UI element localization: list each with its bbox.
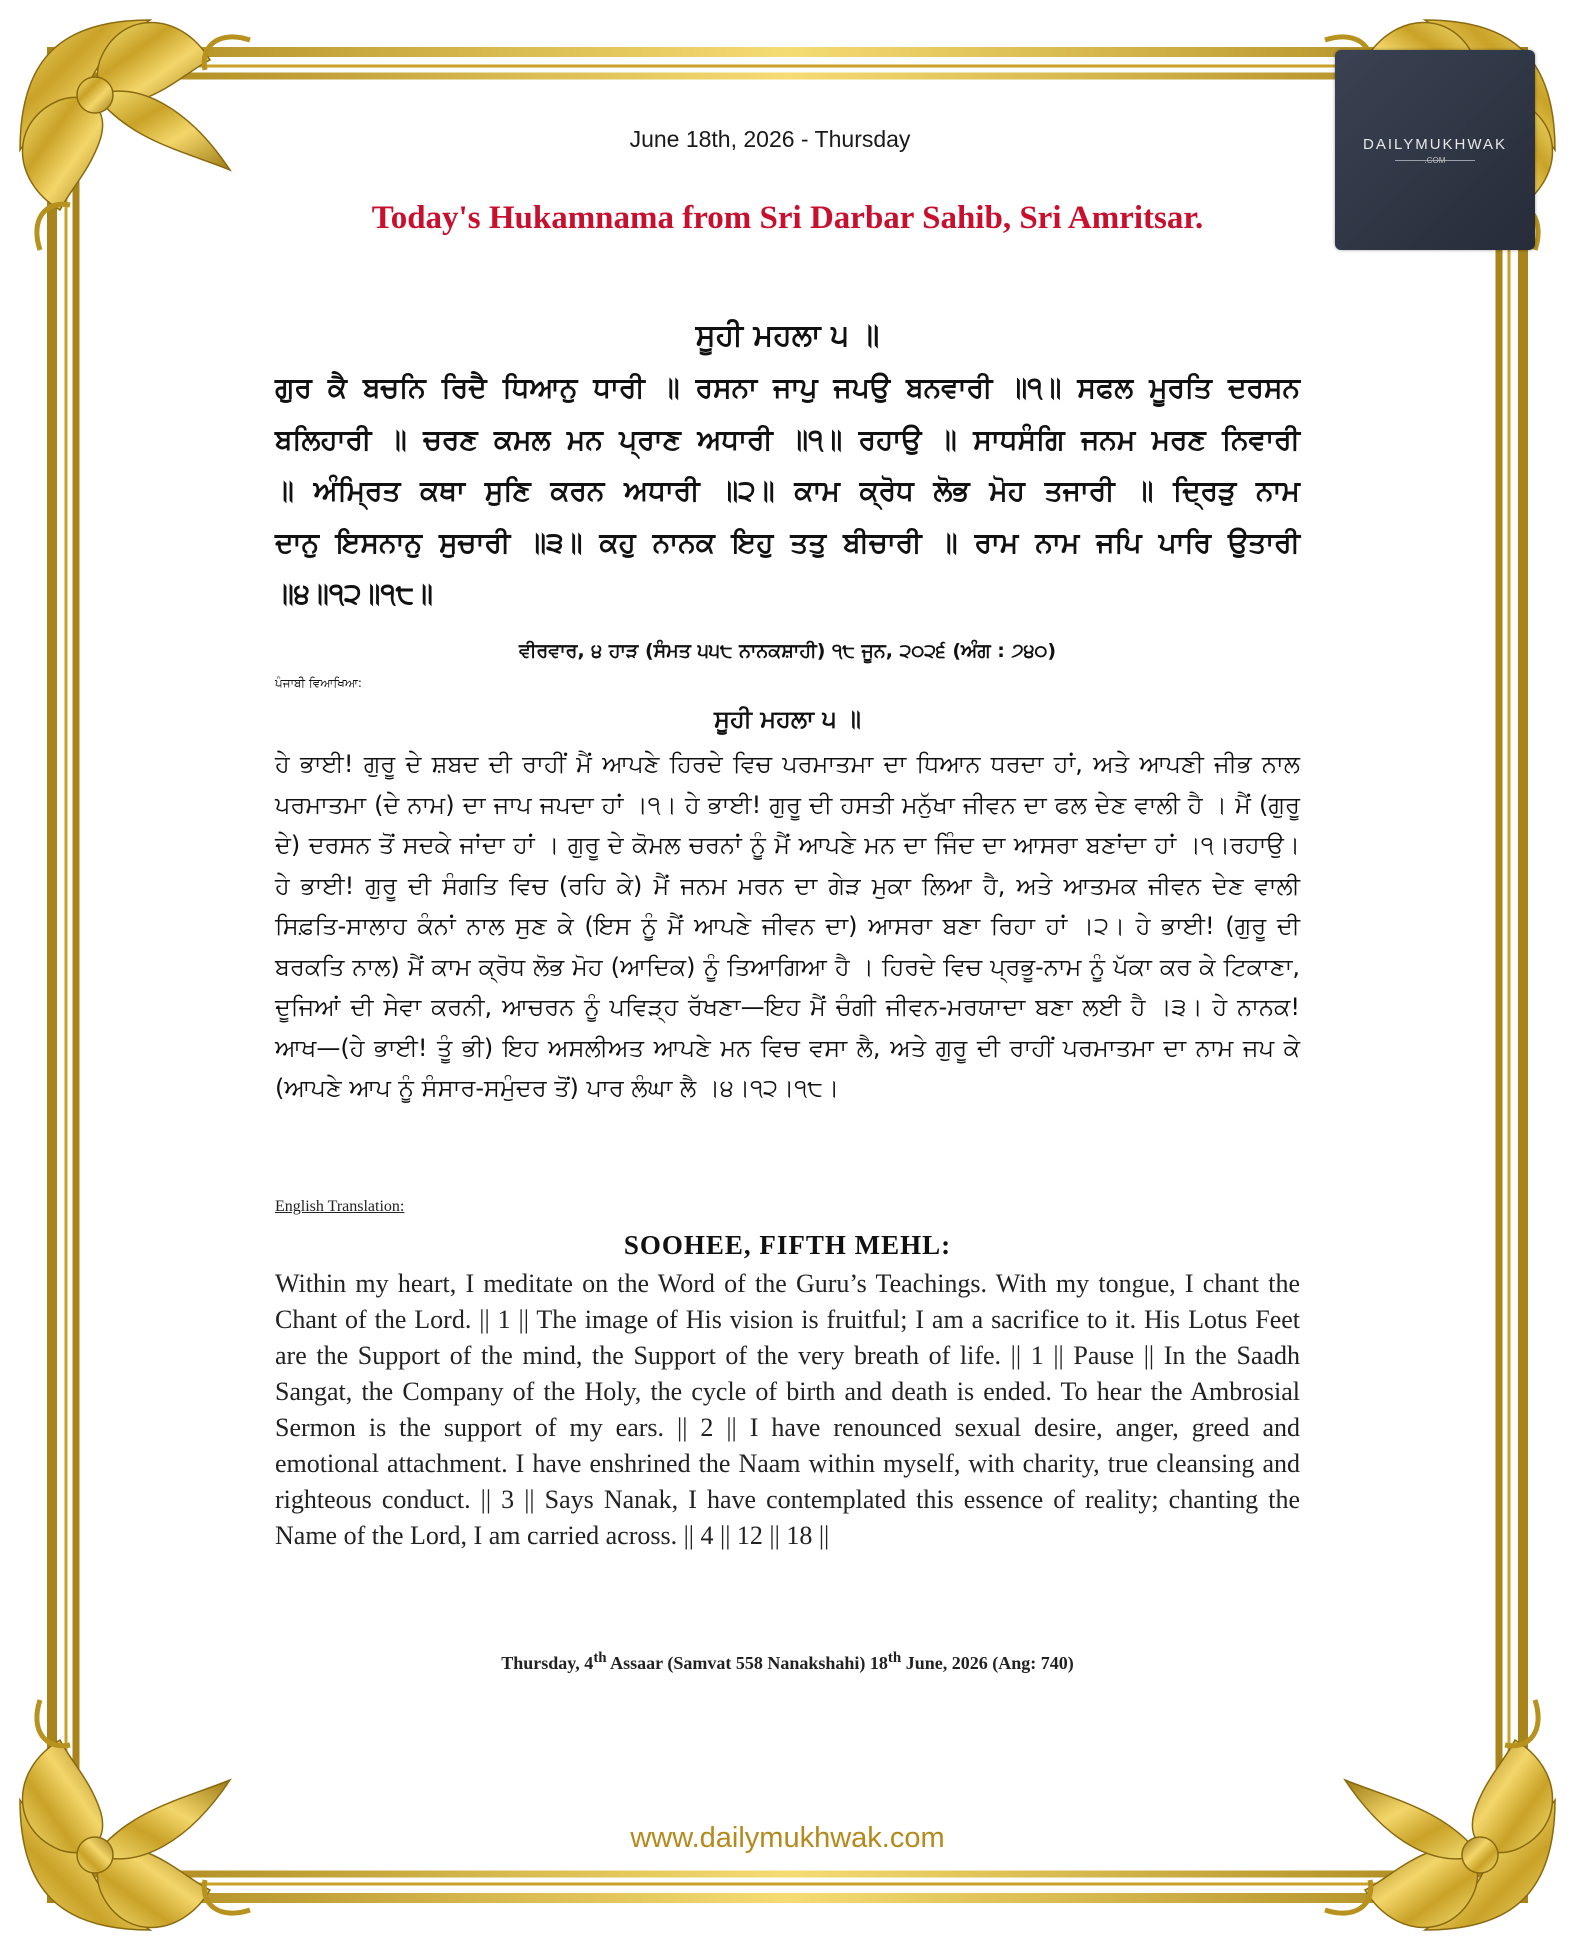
- dailymukhwak-logo: [1335, 50, 1535, 250]
- website-link[interactable]: www.dailymukhwak.com: [630, 1822, 945, 1854]
- gurbani-title: ਸੂਹੀ ਮਹਲਾ ੫ ॥: [695, 318, 880, 353]
- page-headline: Today's Hukamnama from Sri Darbar Sahib, Sri Amritsar.: [371, 200, 1204, 236]
- logo-text: DAILYMUKHWAK: [1362, 136, 1507, 153]
- punjabi-explanation: ਹੇ ਭਾਈ! ਗੁਰੂ ਦੇ ਸ਼ਬਦ ਦੀ ਰਾਹੀਂ ਮੈਂ ਆਪਣੇ ਹਿਰਦੇ ਵਿਚ ਪਰਮਾਤਮਾ ਦਾ ਧਿਆਨ ਧਰਦਾ ਹਾਂ, ਅਤੇ ਆਪਣੀ ਜੀਭ ਨਾਲ ਪਰਮਾਤਮਾ (ਦੇ ਨਾਮ) ਦਾ ਜਾਪ ਜਪਦਾ ਹਾਂ ।੧। ਹੇ ਭਾਈ! ਗੁਰੂ ਦੀ ਹਸਤੀ ਮਨੁੱਖਾ ਜੀਵਨ ਦਾ ਫਲ ਦੇਣ ਵਾਲੀ ਹੈ । ਮੈਂ (ਗੁਰੂ ਦੇ) ਦਰਸਨ ਤੋਂ ਸਦਕੇ ਜਾਂਦਾ ਹਾਂ । ਗੁਰੂ ਦੇ ਕੋਮਲ ਚਰਨਾਂ ਨੂੰ ਮੈਂ ਆਪਣੇ ਮਨ ਦਾ ਜਿੰਦ ਦਾ ਆਸਰਾ ਬਣਾਂਦਾ ਹਾਂ ।੧।ਰਹਾਉ। ਹੇ ਭਾਈ! ਗੁਰੂ ਦੀ ਸੰਗਤਿ ਵਿਚ (ਰਹਿ ਕੇ) ਮੈਂ ਜਨਮ ਮਰਨ ਦਾ ਗੇੜ ਮੁਕਾ ਲਿਆ ਹੈ, ਅਤੇ ਆਤਮਕ ਜੀਵਨ ਦੇਣ ਵਾਲੀ ਸਿਫ਼ਤਿ-ਸਾਲਾਹ ਕੰਨਾਂ ਨਾਲ ਸੁਣ ਕੇ (ਇਸ ਨੂੰ ਮੈਂ ਆਪਣੇ ਜੀਵਨ ਦਾ) ਆਸਰਾ ਬਣਾ ਰਿਹਾ ਹਾਂ ।੨। ਹੇ ਭਾਈ! (ਗੁਰੂ ਦੀ ਬਰਕਤਿ ਨਾਲ) ਮੈਂ ਕਾਮ ਕ੍ਰੋਧ ਲੋਭ ਮੋਹ (ਆਦਿਕ) ਨੂੰ ਤਿਆਗਿਆ ਹੈ । ਹਿਰਦੇ ਵਿਚ ਪ੍ਰਭੂ-ਨਾਮ ਨੂੰ ਪੱਕਾ ਕਰ ਕੇ ਟਿਕਾਣਾ, ਦੂਜਿਆਂ ਦੀ ਸੇਵਾ ਕਰਨੀ, ਆਚਰਨ ਨੂੰ ਪਵਿੜ੍ਹ ਰੱਖਣਾ—ਇਹ ਮੈਂ ਚੰਗੀ ਜੀਵਨ-ਮਰਯਾਦਾ ਬਣਾ ਲਈ ਹੈ ।੩। ਹੇ ਨਾਨਕ! ਆਖ—(ਹੇ ਭਾਈ! ਤੂੰ ਭੀ) ਇਹ ਅਸਲੀਅਤ ਆਪਣੇ ਮਨ ਵਿਚ ਵਸਾ ਲੈ, ਅਤੇ ਗੁਰੂ ਦੀ ਰਾਹੀਂ ਪਰਮਾਤਮਾ ਦਾ ਨਾਮ ਜਪ ਕੇ (ਆਪਣੇ ਆਪ ਨੂੰ ਸੰਸਾਰ-ਸਮੁੰਦਰ ਤੋਂ) ਪਾਰ ਲੰਘਾ ਲੈ ।੪।੧੨।੧੮।: [275, 750, 1300, 1102]
- gurbani-date-line: ਵੀਰਵਾਰ, ੪ ਹਾੜ (ਸੰਮਤ ੫੫੮ ਨਾਨਕਸ਼ਾਹੀ) ੧੮ ਜੂਨ, ੨੦੨੬ (ਅੰਗ : ੭੪੦): [518, 640, 1057, 662]
- date-suffix: June, 2026 (Ang: 740): [901, 1653, 1074, 1673]
- logo-subtext: .COM: [1424, 156, 1446, 165]
- punjabi-title: ਸੂਹੀ ਮਹਲਾ ੫ ॥: [714, 705, 861, 733]
- gurbani-text: ਗੁਰ ਕੈ ਬਚਨਿ ਰਿਦੈ ਧਿਆਨੁ ਧਾਰੀ ॥ ਰਸਨਾ ਜਾਪੁ ਜਪਉ ਬਨਵਾਰੀ ॥੧॥ ਸਫਲ ਮੂਰਤਿ ਦਰਸਨ ਬਲਿਹਾਰੀ ॥ ਚਰਣ ਕਮਲ ਮਨ ਪ੍ਰਾਣ ਅਧਾਰੀ ॥੧॥ ਰਹਾਉ ॥ ਸਾਧਸੰਗਿ ਜਨਮ ਮਰਣ ਨਿਵਾਰੀ ॥ ਅੰਮ੍ਰਿਤ ਕਥਾ ਸੁਣਿ ਕਰਨ ਅਧਾਰੀ ॥੨॥ ਕਾਮ ਕ੍ਰੋਧ ਲੋਭ ਮੋਹ ਤਜਾਰੀ ॥ ਦ੍ਰਿੜੁ ਨਾਮ ਦਾਨੁ ਇਸਨਾਨੁ ਸੁਚਾਰੀ ॥੩॥ ਕਹੁ ਨਾਨਕ ਇਹੁ ਤਤੁ ਬੀਚਾਰੀ ॥ ਰਾਮ ਨਾਮ ਜਪਿ ਪਾਰਿ ਉਤਾਰੀ ॥੪॥੧੨॥੧੮॥: [275, 371, 1300, 610]
- date-prefix: Thursday, 4: [501, 1653, 594, 1673]
- punjabi-label: ਪੰਜਾਬੀ ਵਿਆਖਿਆ:: [275, 676, 362, 690]
- date-mid: Assaar (Samvat 558 Nanakshahi) 18: [606, 1653, 888, 1673]
- english-date-line: [275, 1650, 1300, 1674]
- page-date: June 18th, 2026 - Thursday: [629, 126, 911, 152]
- date-sup-2: th: [887, 1650, 902, 1666]
- date-sup-1: th: [593, 1650, 607, 1666]
- english-title: SOOHEE, FIFTH MEHL:: [623, 1230, 952, 1260]
- english-label: English Translation:: [275, 1198, 405, 1215]
- english-translation: Within my heart, I meditate on the Word of the Guru’s Teachings. With my tongue, I chant the Chant of the Lord. || 1 || The image of His vision is fruitful; I am a sacrifice to it. His Lotus Feet are the Support of the mind, the Support of the very breath of life. || 1 || Pause || In the Saadh Sangat, the Company of the Holy, the cycle of birth and death is ended. To hear the Ambrosial Sermon is the support of my ears. || 2 || I have renounced sexual desire, anger, greed and emotional attachment. I have enshrined the Naam within myself, with charity, true cleansing and righteous conduct. || 3 || Says Nanak, I have contemplated this essence of reality; chanting the Name of the Lord, I am carried across. || 4 || 12 || 18 ||: [275, 1269, 1300, 1550]
